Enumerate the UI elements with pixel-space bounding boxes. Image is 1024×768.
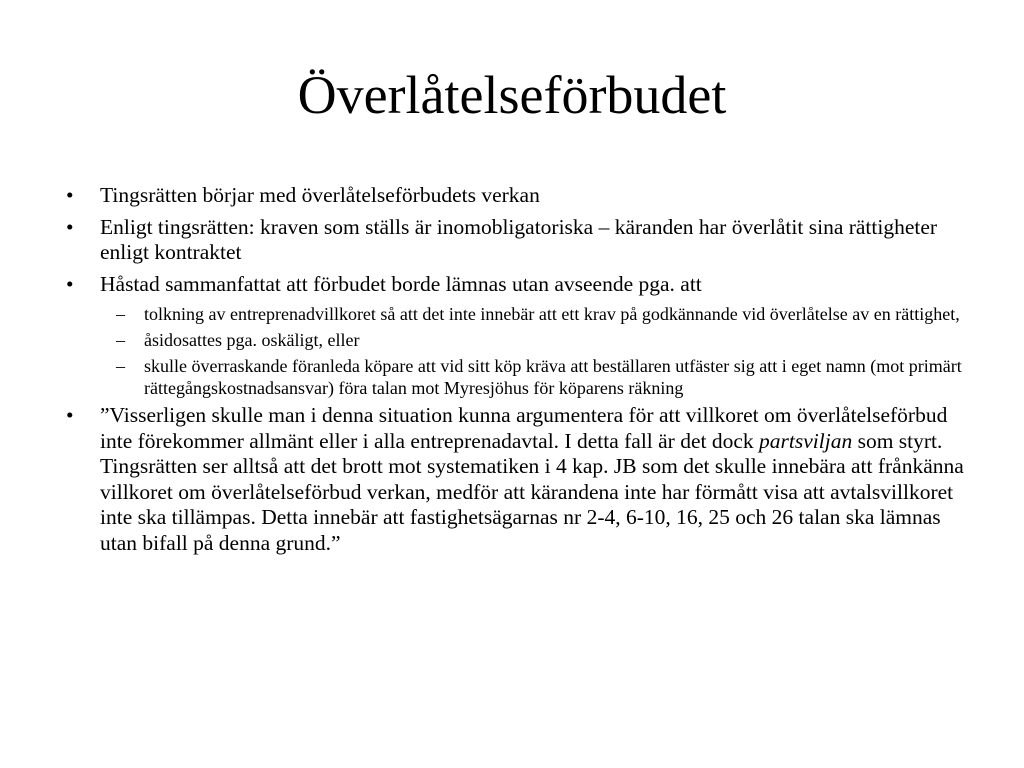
bullet-marker: •: [66, 271, 74, 296]
bullet-text: Håstad sammanfattat att förbudet borde lämnas utan avseende pga. att: [100, 271, 702, 296]
quote-text-after: som styrt. Tingsrätten ser alltså att det brott mot systematiken i 4 kap. JB som det skulle innebära att frånkänna villkoret om överlåtelseförbud verkan, medför att kärandena inte har förmått visa att avtalsvillkoret inte ska tillämpas. Detta innebär att fastighetsägarnas nr 2-4, 6-10, 16, 25 och 26 talan ska lämnas utan bifall på denna grund.”: [100, 428, 964, 555]
slide-title: Överlåtelseförbudet: [297, 65, 727, 125]
bullet-text: Tingsrätten börjar med överlåtelseförbudets verkan: [100, 183, 540, 207]
sub-item: [60, 355, 970, 399]
sub-item: [60, 303, 970, 325]
dash-marker: –: [116, 304, 125, 324]
bullet-text: Enligt tingsrätten: kraven som ställs är inomobligatoriska – käranden har överlåtit sina rättigheter enligt kontraktet: [100, 214, 938, 264]
quote-text-italic: partsviljan: [759, 428, 853, 453]
bullet-item-quote: [60, 403, 970, 556]
bullet-marker: •: [66, 183, 74, 207]
sub-item-text: tolkning av entreprenadvillkoret så att det inte innebär att ett krav på godkännande vid överlåtelse av en rättighet,: [144, 304, 960, 324]
bullet-item: [60, 272, 970, 298]
sub-item-text: åsidosattes pga. oskäligt, eller: [144, 330, 360, 350]
bullet-marker: •: [66, 403, 74, 427]
sub-item: [60, 329, 970, 351]
bullet-marker: •: [66, 214, 74, 239]
dash-marker: –: [116, 356, 125, 376]
sub-list: [60, 303, 970, 399]
quote-text-before: ”Visserligen skulle man i denna situation kunna argumentera för att villkoret om överlåtelseförbud inte förekommer allmänt eller i alla entreprenadavtal. I detta fall är det dock: [100, 403, 948, 453]
slide-content: [60, 183, 970, 562]
bullet-item: [60, 183, 970, 209]
bullet-item: [60, 215, 970, 266]
sub-item-text: skulle överraskande föranleda köpare att vid sitt köp kräva att beställaren utfäster sig att i eget namn (mot primärt rättegångskostnadsansvar) föra talan mot Myresjöhus för köparens räkning: [144, 356, 962, 398]
dash-marker: –: [116, 330, 125, 350]
